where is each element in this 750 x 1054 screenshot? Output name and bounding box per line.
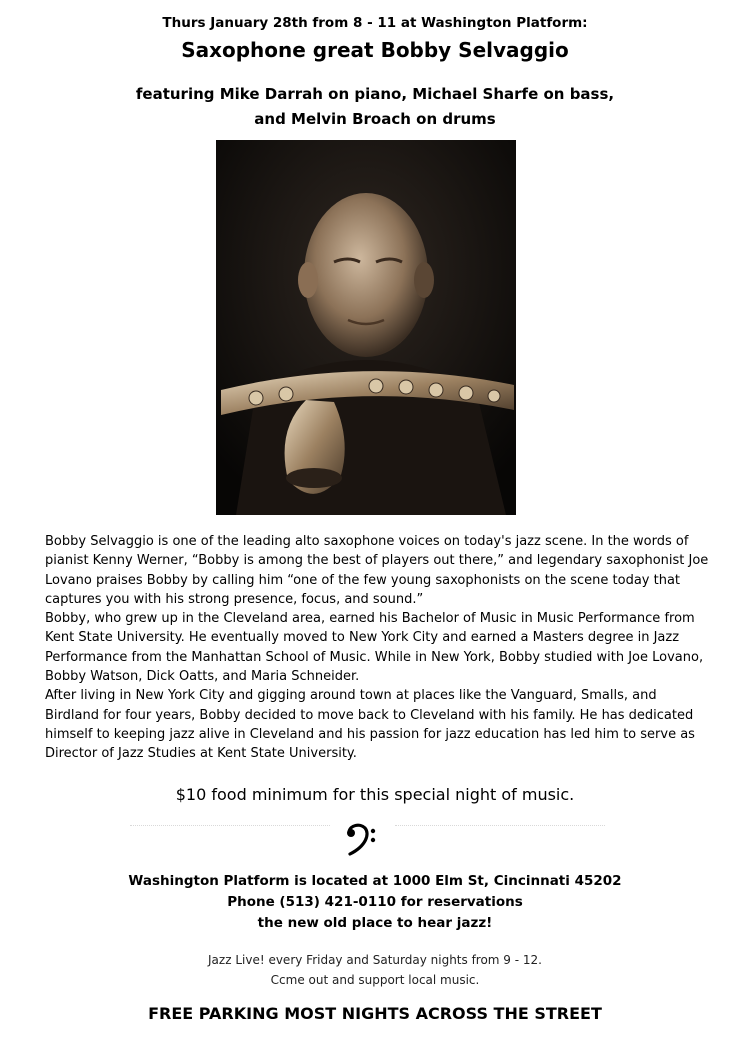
- live-music-line-2: Ccme out and support local music.: [270, 973, 480, 987]
- live-music-line-1: Jazz Live! every Friday and Saturday nights from 9 - 12.: [208, 953, 542, 967]
- divider: [130, 825, 330, 828]
- venue-address: Washington Platform is located at 1000 Elm St, Cincinnati 45202: [128, 873, 622, 889]
- venue-info: [0, 871, 750, 934]
- event-date-line: Thurs January 28th from 8 - 11 at Washington Platform:: [162, 15, 588, 31]
- bio-paragraph: Bobby Selvaggio is one of the leading alto saxophone voices on today's jazz scene. In the words of pianist Kenny Werner, “Bobby is among the best of players out there,” and legendary saxophonist Joe Lovano praises Bobby by calling him “one of the few young saxophonists on the scene today that captures you with his strong presence, focus, and sound.”: [45, 534, 709, 607]
- divider: [395, 825, 605, 828]
- featuring-lines: [0, 82, 750, 132]
- artist-bio: [45, 532, 710, 764]
- live-music-info: [0, 950, 750, 990]
- parking-notice: FREE PARKING MOST NIGHTS ACROSS THE STREET: [148, 1004, 602, 1023]
- artist-photo: [216, 140, 516, 515]
- featuring-line-2: and Melvin Broach on drums: [254, 110, 496, 128]
- event-title: Saxophone great Bobby Selvaggio: [181, 38, 569, 62]
- bio-paragraph: Bobby, who grew up in the Cleveland area, earned his Bachelor of Music in Music Performance from Kent State University. He eventually moved to New York City and earned a Masters degree in Jazz Performance from the Manhattan School of Music. While in New York, Bobby studied with Joe Lovano, Bobby Watson, Dick Oatts, and Maria Schneider.: [45, 611, 704, 685]
- venue-phone: Phone (513) 421-0110 for reservations: [227, 894, 523, 910]
- bass-clef-icon: [340, 820, 380, 860]
- featuring-line-1: featuring Mike Darrah on piano, Michael Sharfe on bass,: [135, 85, 615, 103]
- food-minimum-note: $10 food minimum for this special night of music.: [175, 785, 575, 804]
- venue-tagline: the new old place to hear jazz!: [257, 915, 493, 931]
- bio-paragraph: After living in New York City and gigging around town at places like the Vanguard, Smalls, and Birdland for four years, Bobby decided to move back to Cleveland with his family. He has dedicated himself to keeping jazz alive in Cleveland and his passion for jazz education has led him to serve as Director of Jazz Studies at Kent State University.: [45, 688, 695, 762]
